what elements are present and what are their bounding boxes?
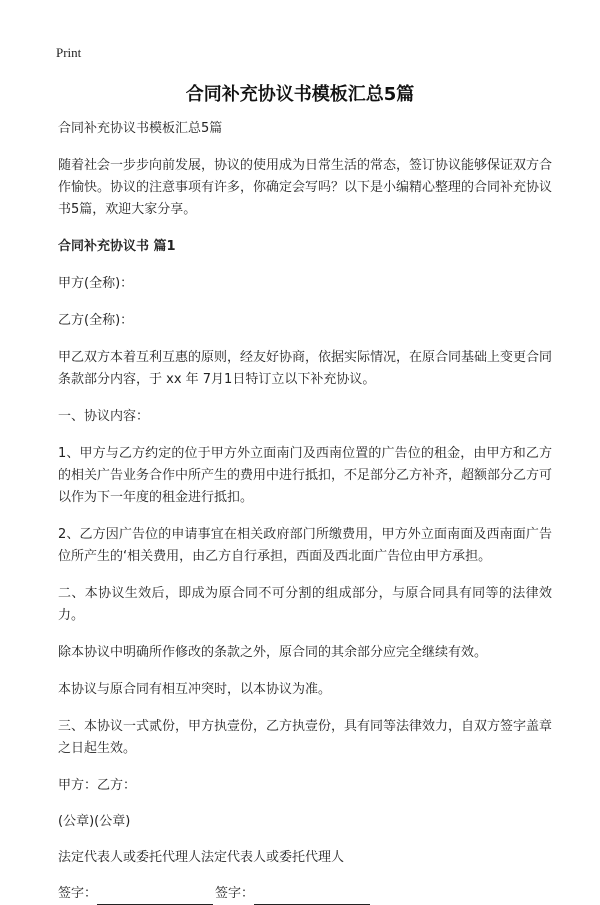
signature-blank-a	[97, 889, 213, 905]
representatives-line: 法定代表人或委托代理人法定代表人或委托代理人	[58, 850, 345, 865]
document-subtitle: 合同补充协议书模板汇总5篇	[58, 121, 223, 136]
seal-line: (公章)(公章)	[58, 814, 131, 829]
content-heading: 一、协议内容：	[58, 409, 150, 424]
signature-row	[58, 883, 552, 905]
document-body	[58, 118, 552, 905]
signature-blank-b	[254, 889, 370, 905]
print-link[interactable]: Print	[56, 45, 82, 60]
signature-label-a: 签字：	[58, 886, 98, 901]
party-a-line: 甲方(全称)：	[58, 276, 134, 291]
clause-2: 2、乙方因广告位的申请事宜在相关政府部门所缴费用，甲方外立面南面及西南面广告位所产生的‘相关费用，由乙方自行承担，西面及西北面广告位由甲方承担。	[58, 527, 552, 564]
intro-paragraph: 随着社会一步步向前发展，协议的使用成为日常生活的常态，签订协议能够保证双方合作愉快。协议的注意事项有许多，你确定会写吗？以下是小编精心整理的合同补充协议书5篇，欢迎大家分享。	[58, 158, 553, 217]
parties-sign-line: 甲方：乙方：	[58, 778, 137, 793]
clause-1: 1、甲方与乙方约定的位于甲方外立面南门及西南位置的广告位的租金，由甲方和乙方的相关广告业务合作中所产生的费用中进行抵扣，不足部分乙方补齐，超额部分乙方可以作为下一年度的租金进行抵扣。	[58, 446, 553, 505]
page-title: 合同补充协议书模板汇总5篇	[185, 84, 415, 105]
effect-clause: 二、本协议生效后，即成为原合同不可分割的组成部分，与原合同具有同等的法律效力。	[58, 586, 552, 623]
copies-clause: 三、本协议一式贰份，甲方执壹份，乙方执壹份，具有同等法律效力，自双方签字盖章之日起生效。	[58, 719, 553, 756]
party-b-line: 乙方(全称)：	[58, 313, 134, 328]
section-heading: 合同补充协议书 篇1	[58, 239, 176, 254]
preamble-paragraph: 甲乙双方本着互利互惠的原则，经友好协商，依据实际情况，在原合同基础上变更合同条款部分内容，于 xx 年 7月1日特订立以下补充协议。	[58, 350, 553, 387]
remainder-clause: 除本协议中明确所作修改的条款之外，原合同的其余部分应完全继续有效。	[58, 645, 488, 660]
conflict-clause: 本协议与原合同有相互冲突时，以本协议为准。	[58, 682, 332, 697]
signature-label-b: 签字：	[215, 886, 255, 901]
